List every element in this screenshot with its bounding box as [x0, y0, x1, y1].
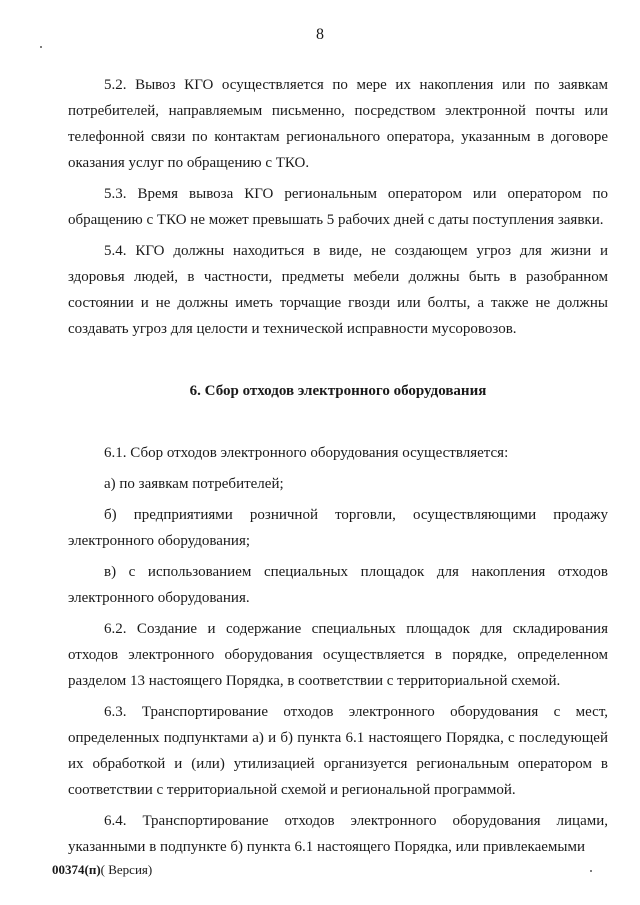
paragraph-5-2: 5.2. Вывоз КГО осуществляется по мере их накопления или по заявкам потребителей, направляемым письменно, посредством электронной почты или телефонной связи по контактам регионального оператора, указанным в договоре оказания услуг по обращению с ТКО.: [68, 77, 608, 171]
list-item-c: в) с использованием специальных площадок для накопления отходов электронного оборудования.: [68, 564, 608, 606]
version-note: ( Версия): [100, 862, 153, 877]
document-body: [68, 72, 608, 865]
document-code: 00374(п): [52, 862, 101, 877]
paragraph-6-2: 6.2. Создание и содержание специальных площадок для складирования отходов электронного оборудования осуществляется в порядке, определенном разделом 13 настоящего Порядка, в соответствии с территориальной схемой.: [68, 621, 608, 689]
paragraph-6-3: 6.3. Транспортирование отходов электронного оборудования с мест, определенных подпунктами а) и б) пункта 6.1 настоящего Порядка, с последующей их обработкой и (или) утилизацией организуется региональным оператором в соответствии с территориальной схемой и региональной программой.: [68, 704, 608, 798]
page-number: 8: [316, 26, 324, 43]
paragraph-5-3: 5.3. Время вывоза КГО региональным оператором или оператором по обращению с ТКО не может превышать 5 рабочих дней с даты поступления заявки.: [68, 186, 608, 228]
scan-speck: [40, 46, 42, 48]
document-footer: [52, 862, 152, 878]
paragraph-6-1: 6.1. Сбор отходов электронного оборудования осуществляется:: [104, 445, 509, 461]
scan-speck: [590, 870, 592, 872]
paragraph-6-4: 6.4. Транспортирование отходов электронного оборудования лицами, указанными в подпункте б) пункта 6.1 настоящего Порядка, или привлекаемыми: [68, 813, 608, 855]
list-item-b: б) предприятиями розничной торговли, осуществляющими продажу электронного оборудования;: [68, 507, 608, 549]
section-heading: 6. Сбор отходов электронного оборудования: [189, 383, 487, 399]
paragraph-5-4: 5.4. КГО должны находиться в виде, не создающем угроз для жизни и здоровья людей, в частности, предметы мебели должны быть в разобранном состоянии и не должны иметь торчащие гвозди или болты, а также не должны создавать угроз для целости и технической исправности мусоровозов.: [68, 243, 608, 337]
list-item-a: а) по заявкам потребителей;: [104, 476, 284, 492]
